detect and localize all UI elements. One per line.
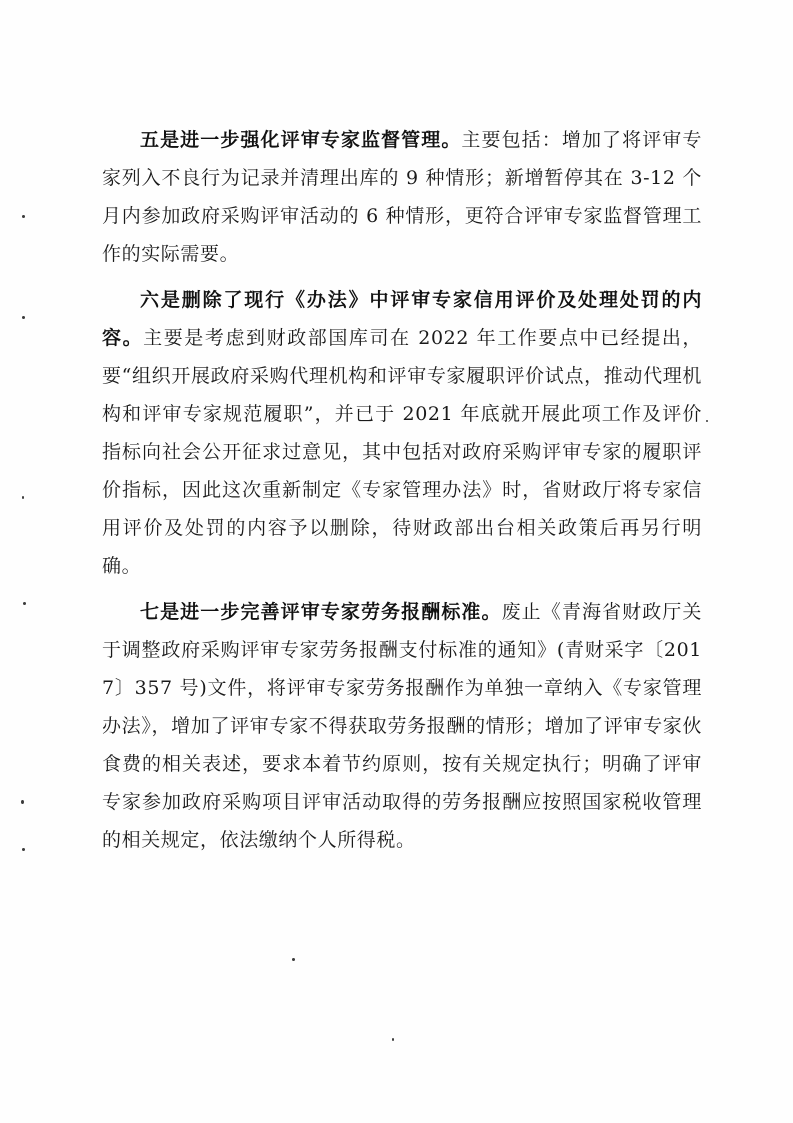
scan-speck <box>22 496 24 499</box>
paragraph-heading: 七是进一步完善评审专家劳务报酬标准。 <box>140 601 502 623</box>
scan-speck <box>292 958 295 961</box>
paragraph-heading: 六是删除了现行《办法》中评审专家信用评价及处理处罚的内容。 <box>102 289 702 349</box>
document-body <box>102 121 702 859</box>
scan-speck <box>22 215 25 218</box>
scan-speck <box>22 316 25 319</box>
paragraph-item-6 <box>102 281 702 585</box>
scan-speck <box>23 602 26 605</box>
paragraph-text: 主要是考虑到财政部国库司在 2022 年工作要点中已经提出，要“组织开展政府采购代理机构和评审专家履职评价试点，推动代理机构和评审专家规范履职”，并已于 2021 年底就开展此项工作及评价指标向社会公开征求过意见，其中包括对政府采购评审专家的履职评价指标，因此这次重新制定《专家管理办法》时，省财政厅将专家信用评价及处罚的内容予以删除，待财政部出台相关政策后再另行明确。 <box>102 327 702 577</box>
scan-speck <box>706 420 708 422</box>
paragraph-text: 废止《青海省财政厅关于调整政府采购评审专家劳务报酬支付标准的通知》(青财采字〔2017〕357 号)文件，将评审专家劳务报酬作为单独一章纳入《专家管理办法》，增加了评审专家不得获取劳务报酬的情形；增加了评审专家伙食费的相关表述，要求本着节约原则，按有关规定执行；明确了评审专家参加政府采购项目评审活动取得的劳务报酬应按照国家税收管理的相关规定，依法缴纳个人所得税。 <box>102 601 702 851</box>
paragraph-heading: 五是进一步强化评审专家监督管理。 <box>140 129 462 151</box>
paragraph-item-7 <box>102 593 702 859</box>
scan-speck <box>21 800 24 804</box>
scan-speck <box>22 848 25 851</box>
paragraph-text: 主要包括：增加了将评审专家列入不良行为记录并清理出库的 9 种情形；新增暂停其在 3-12 个月内参加政府采购评审活动的 6 种情形，更符合评审专家监督管理工作的实际需要。 <box>102 129 702 265</box>
paragraph-item-5 <box>102 121 702 273</box>
scan-speck <box>392 1038 394 1041</box>
